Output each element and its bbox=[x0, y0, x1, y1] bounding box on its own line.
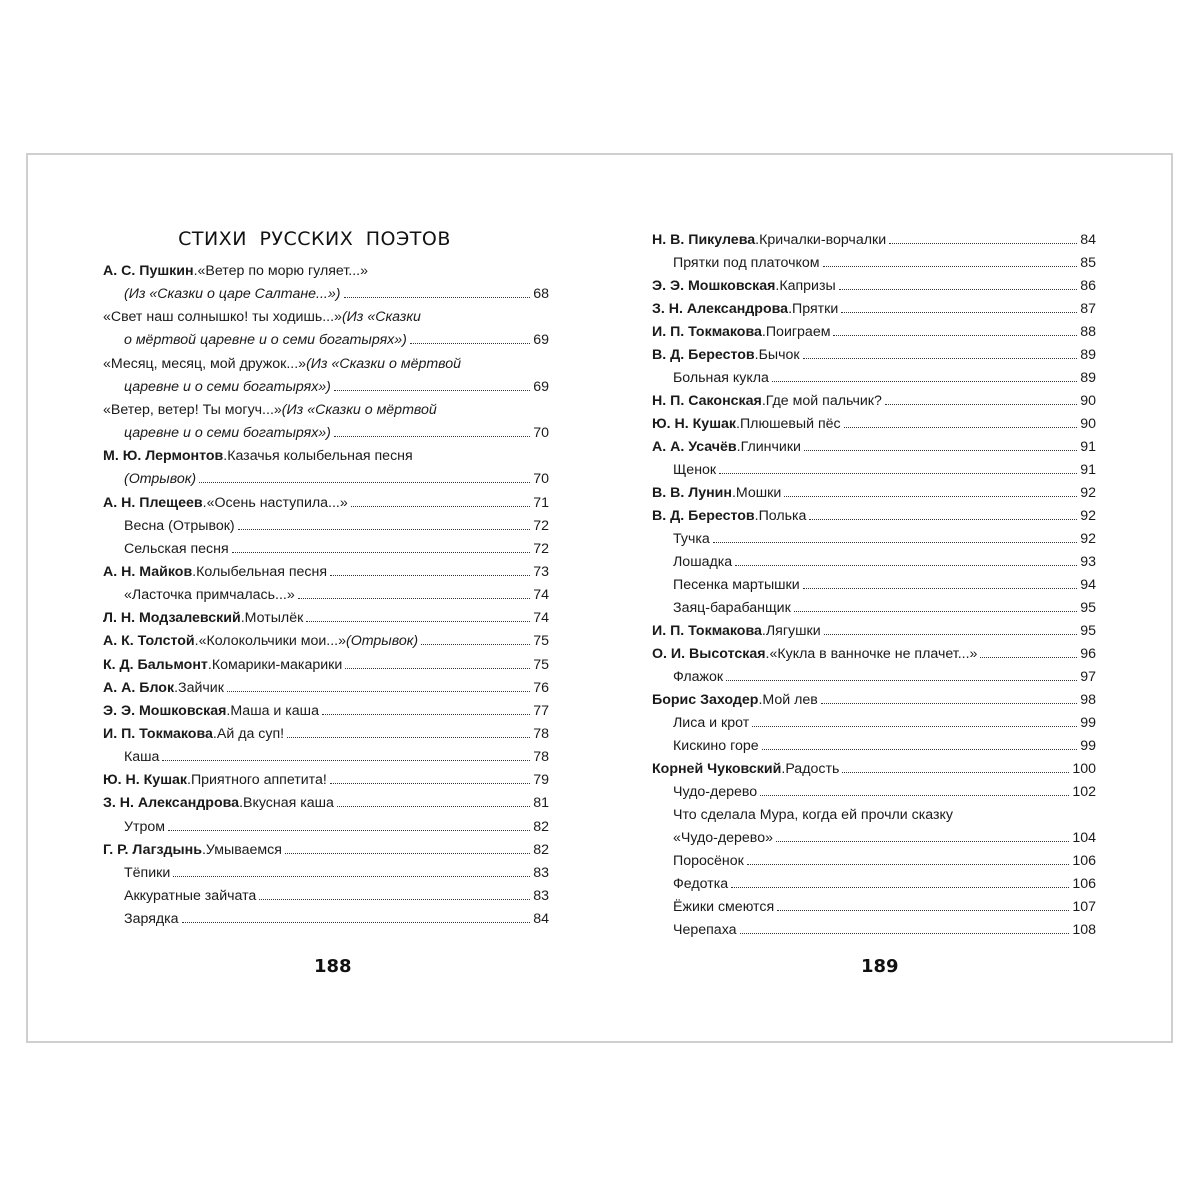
toc-entry bbox=[103, 654, 549, 677]
toc-page-number: 84 bbox=[1080, 232, 1096, 248]
toc-author: В. Д. Берестов bbox=[652, 347, 755, 363]
toc-sep: . bbox=[736, 439, 741, 455]
dot-leader bbox=[330, 783, 530, 784]
dot-leader bbox=[841, 312, 1077, 313]
dot-leader bbox=[889, 243, 1077, 244]
dot-leader bbox=[719, 473, 1077, 474]
dot-leader bbox=[804, 450, 1077, 451]
toc-page-number: 89 bbox=[1080, 370, 1096, 386]
toc-entry bbox=[103, 561, 549, 584]
page-number-left: 188 bbox=[314, 956, 352, 977]
toc-italic: царевне и о семи богатырях») bbox=[124, 378, 331, 395]
toc-entry bbox=[673, 804, 1096, 827]
dot-leader bbox=[287, 737, 530, 738]
toc-sep: . bbox=[226, 702, 231, 719]
dot-leader bbox=[168, 830, 530, 831]
toc-entry bbox=[673, 459, 1096, 482]
toc-page-number: 74 bbox=[533, 610, 549, 627]
dot-leader bbox=[809, 519, 1077, 520]
toc-sep: . bbox=[761, 393, 766, 409]
toc-entry bbox=[652, 436, 1096, 459]
toc-title: Ёжики смеются bbox=[673, 899, 775, 915]
toc-title: «Ласточка примчалась...» bbox=[124, 587, 295, 604]
toc-sep: . bbox=[754, 508, 759, 524]
toc-entry bbox=[673, 873, 1096, 896]
toc-entry bbox=[673, 574, 1096, 597]
dot-leader bbox=[844, 427, 1078, 428]
page-number-right: 189 bbox=[861, 956, 899, 977]
toc-entry bbox=[673, 367, 1096, 390]
toc-italic: (Из «Сказки bbox=[341, 309, 421, 326]
toc-entry bbox=[103, 792, 549, 815]
dot-leader bbox=[232, 552, 531, 553]
dot-leader bbox=[842, 772, 1069, 773]
dot-leader bbox=[784, 496, 1077, 497]
toc-author: Ю. Н. Кушак bbox=[103, 772, 188, 789]
toc-entry bbox=[652, 344, 1096, 367]
section-heading: СТИХИ РУССКИХ ПОЭТОВ bbox=[178, 228, 451, 250]
toc-sep: . bbox=[207, 656, 212, 673]
toc-sep: . bbox=[761, 623, 766, 639]
toc-title: Лошадка bbox=[673, 554, 733, 570]
toc-sep: . bbox=[192, 563, 197, 580]
toc-author: М. Ю. Лермонтов bbox=[103, 448, 224, 465]
toc-sep: . bbox=[239, 795, 244, 812]
book-spread bbox=[26, 153, 1173, 1043]
toc-entry bbox=[103, 399, 549, 422]
toc-entry bbox=[124, 283, 549, 306]
toc-title: Федотка bbox=[673, 876, 729, 892]
toc-entry bbox=[652, 505, 1096, 528]
toc-page-number: 91 bbox=[1080, 462, 1096, 478]
dot-leader bbox=[735, 565, 1077, 566]
toc-page-number: 107 bbox=[1072, 899, 1096, 915]
toc-sep: . bbox=[755, 232, 760, 248]
toc-title: Комарики-макарики bbox=[211, 656, 343, 673]
toc-entry bbox=[103, 723, 549, 746]
toc-italic: царевне и о семи богатырях») bbox=[124, 425, 331, 442]
toc-sep: . bbox=[761, 324, 766, 340]
toc-entry bbox=[673, 850, 1096, 873]
toc-title: Аккуратные зайчата bbox=[124, 888, 257, 905]
dot-leader bbox=[182, 922, 531, 923]
toc-sep: . bbox=[731, 485, 736, 501]
dot-leader bbox=[162, 760, 530, 761]
toc-entry bbox=[652, 413, 1096, 436]
toc-entry bbox=[103, 839, 549, 862]
toc-page-number: 92 bbox=[1080, 485, 1096, 501]
dot-leader bbox=[334, 436, 530, 437]
toc-page-number: 75 bbox=[533, 633, 549, 650]
toc-page-number: 87 bbox=[1080, 301, 1096, 317]
left-page bbox=[28, 155, 601, 1041]
toc-author: В. Д. Берестов bbox=[652, 508, 755, 524]
toc-author: З. Н. Александрова bbox=[103, 795, 240, 812]
toc-title: Каша bbox=[124, 749, 160, 766]
toc-page-number: 83 bbox=[533, 864, 549, 881]
toc-page-number: 69 bbox=[533, 378, 549, 395]
toc-author: А. Н. Плещеев bbox=[103, 494, 203, 511]
toc-title: Плюшевый пёс bbox=[739, 416, 841, 432]
toc-title: Лягушки bbox=[765, 623, 821, 639]
toc-author: Э. Э. Мошковская bbox=[103, 702, 227, 719]
toc-title: Чудо-дерево bbox=[673, 784, 758, 800]
toc-page-number: 70 bbox=[533, 425, 549, 442]
toc-page-number: 94 bbox=[1080, 577, 1096, 593]
toc-title: Ай да суп! bbox=[216, 726, 285, 742]
toc-entry bbox=[673, 781, 1096, 804]
toc-title: Кискино горе bbox=[673, 738, 759, 754]
toc-entry bbox=[124, 885, 549, 908]
dot-leader bbox=[344, 297, 531, 298]
toc-sep: . bbox=[187, 772, 191, 789]
toc-sep: . bbox=[194, 633, 199, 650]
toc-title: Песенка мартышки bbox=[673, 577, 800, 593]
toc-entry bbox=[673, 919, 1096, 942]
dot-leader bbox=[839, 289, 1078, 290]
toc-page-number: 77 bbox=[533, 702, 549, 719]
toc-author: К. Д. Бальмонт bbox=[103, 656, 208, 673]
toc-page-number: 68 bbox=[533, 286, 549, 303]
toc-page-number: 70 bbox=[533, 471, 549, 488]
toc-sep: . bbox=[754, 347, 759, 363]
toc-sep: . bbox=[201, 841, 206, 858]
toc-author: И. П. Токмакова bbox=[103, 726, 213, 742]
toc-title: Флажок bbox=[673, 669, 724, 685]
toc-entry bbox=[673, 712, 1096, 735]
toc-page-number: 89 bbox=[1080, 347, 1096, 363]
toc-entry bbox=[124, 908, 549, 931]
toc-author: Э. Э. Мошковская bbox=[652, 278, 776, 294]
toc-title: Маша и каша bbox=[230, 702, 319, 719]
toc-entry bbox=[124, 515, 549, 538]
toc-sep: . bbox=[758, 692, 763, 708]
toc-entry bbox=[652, 229, 1096, 252]
toc-page-number: 108 bbox=[1072, 922, 1096, 938]
toc-entry bbox=[652, 758, 1096, 781]
dot-leader bbox=[824, 634, 1078, 635]
toc-page-number: 99 bbox=[1080, 715, 1096, 731]
toc-entry bbox=[103, 607, 549, 630]
toc-sep: . bbox=[193, 263, 198, 279]
toc-title: Мой лев bbox=[762, 692, 818, 708]
toc-entry bbox=[673, 666, 1096, 689]
toc-title: Тучка bbox=[673, 531, 710, 547]
toc-title: Поросёнок bbox=[673, 853, 744, 869]
dot-leader bbox=[421, 644, 530, 645]
toc-entry bbox=[652, 275, 1096, 298]
toc-title: Заяц-барабанщик bbox=[673, 600, 791, 616]
toc-title: Вкусная каша bbox=[243, 795, 334, 812]
dot-leader bbox=[833, 335, 1077, 336]
toc-author: Борис Заходер bbox=[652, 692, 759, 708]
toc-page-number: 72 bbox=[533, 517, 549, 534]
toc-title: Бычок bbox=[758, 347, 800, 363]
toc-title: Умываемся bbox=[205, 841, 282, 858]
dot-leader bbox=[731, 887, 1069, 888]
toc-author: Н. П. Саконская bbox=[652, 393, 762, 409]
toc-entry bbox=[103, 700, 549, 723]
toc-entry bbox=[103, 677, 549, 700]
toc-title: Что сделала Мура, когда ей прочли сказку bbox=[673, 807, 953, 823]
dot-leader bbox=[821, 703, 1077, 704]
toc-page-number: 81 bbox=[533, 795, 549, 812]
toc-sep: . bbox=[174, 679, 179, 696]
toc-title: Казачья колыбельная песня bbox=[227, 448, 413, 465]
toc-title: Поиграем bbox=[765, 324, 831, 340]
dot-leader bbox=[713, 542, 1077, 543]
toc-entry bbox=[124, 816, 549, 839]
toc-sep: . bbox=[781, 761, 786, 777]
toc-page-number: 83 bbox=[533, 888, 549, 905]
toc-entry bbox=[673, 735, 1096, 758]
toc-page-number: 71 bbox=[533, 494, 549, 511]
dot-leader bbox=[803, 588, 1078, 589]
dot-leader bbox=[173, 876, 530, 877]
toc-entry bbox=[103, 445, 549, 468]
toc-page-number: 106 bbox=[1072, 853, 1096, 869]
toc-title: Тёпики bbox=[124, 864, 171, 881]
toc-title: Лиса и крот bbox=[673, 715, 750, 731]
dot-leader bbox=[740, 933, 1070, 934]
dot-leader bbox=[337, 806, 530, 807]
toc-entry bbox=[673, 551, 1096, 574]
toc-title: Зайчик bbox=[178, 679, 224, 696]
toc-title: Сельская песня bbox=[124, 540, 229, 557]
toc-title: Где мой пальчик? bbox=[765, 393, 882, 409]
toc-title: «Колокольчики мои...» bbox=[198, 633, 346, 650]
toc-entry bbox=[124, 862, 549, 885]
toc-title: Больная кукла bbox=[673, 370, 769, 386]
dot-leader bbox=[334, 390, 530, 391]
dot-leader bbox=[762, 749, 1078, 750]
toc-page-number: 82 bbox=[533, 841, 549, 858]
toc-entry bbox=[652, 390, 1096, 413]
toc-title: «Свет наш солнышко! ты ходишь...» bbox=[103, 309, 342, 326]
toc-sep: . bbox=[765, 646, 770, 662]
toc-entry bbox=[673, 827, 1096, 850]
dot-leader bbox=[330, 575, 530, 576]
toc-author: Ю. Н. Кушак bbox=[652, 416, 737, 432]
toc-page-number: 86 bbox=[1080, 278, 1096, 294]
toc-entry bbox=[103, 769, 549, 792]
dot-leader bbox=[760, 795, 1069, 796]
toc-entry bbox=[673, 528, 1096, 551]
toc-title: Черепаха bbox=[673, 922, 737, 938]
toc-entry bbox=[103, 630, 549, 653]
toc-title: «Ветер по морю гуляет...» bbox=[197, 263, 368, 279]
dot-leader bbox=[285, 853, 530, 854]
toc-entry bbox=[124, 376, 549, 399]
toc-page-number: 84 bbox=[533, 911, 549, 928]
toc-author: Г. Р. Лагздынь bbox=[103, 841, 202, 858]
toc-sep: . bbox=[736, 416, 740, 432]
toc-author: А. А. Усачёв bbox=[652, 439, 737, 455]
toc-entry bbox=[103, 260, 549, 283]
dot-leader bbox=[238, 529, 531, 530]
dot-leader bbox=[322, 714, 530, 715]
toc-title: Зарядка bbox=[124, 911, 179, 928]
dot-leader bbox=[777, 910, 1069, 911]
toc-author: А. А. Блок bbox=[103, 679, 175, 696]
toc-page-number: 92 bbox=[1080, 508, 1096, 524]
dot-leader bbox=[351, 506, 530, 507]
toc-author: А. Н. Майков bbox=[103, 563, 193, 580]
toc-title: Глинчики bbox=[740, 439, 801, 455]
toc-entry bbox=[124, 538, 549, 561]
toc-entry bbox=[652, 482, 1096, 505]
toc-page-number: 91 bbox=[1080, 439, 1096, 455]
toc-page-number: 76 bbox=[533, 679, 549, 696]
toc-title: Щенок bbox=[673, 462, 717, 478]
toc-page-number: 99 bbox=[1080, 738, 1096, 754]
dot-leader bbox=[747, 864, 1070, 865]
toc-entry bbox=[124, 422, 549, 445]
toc-page-number: 82 bbox=[533, 818, 549, 835]
toc-sep: . bbox=[223, 448, 228, 465]
toc-entry bbox=[124, 584, 549, 607]
toc-page-number: 100 bbox=[1072, 761, 1096, 777]
toc-page-number: 78 bbox=[533, 726, 549, 742]
toc-page-number: 78 bbox=[533, 749, 549, 766]
toc-italic: (Из «Сказки о мёртвой bbox=[306, 355, 462, 372]
toc-italic: о мёртвой царевне и о семи богатырях») bbox=[124, 332, 407, 349]
toc-entry bbox=[124, 746, 549, 769]
toc-italic: (Отрывок) bbox=[345, 633, 419, 650]
toc-title: Приятного аппетита! bbox=[190, 772, 327, 789]
toc-page-number: 90 bbox=[1080, 393, 1096, 409]
toc-sep: . bbox=[240, 610, 245, 627]
toc-title: «Осень наступила...» bbox=[206, 494, 348, 511]
toc-author: Л. Н. Модзалевский bbox=[103, 610, 241, 627]
toc-title: Мотылёк bbox=[244, 610, 304, 627]
toc-author: А. К. Толстой bbox=[103, 633, 195, 650]
toc-author: И. П. Токмакова bbox=[652, 623, 762, 639]
toc-entry bbox=[652, 620, 1096, 643]
dot-leader bbox=[885, 404, 1077, 405]
dot-leader bbox=[345, 668, 530, 669]
dot-leader bbox=[752, 726, 1077, 727]
toc-author: Н. В. Пикулева bbox=[652, 232, 756, 248]
toc-entry bbox=[652, 643, 1096, 666]
toc-page-number: 95 bbox=[1080, 600, 1096, 616]
toc-entry bbox=[103, 353, 549, 376]
toc-title: Радость bbox=[785, 761, 840, 777]
toc-sep: . bbox=[212, 726, 217, 742]
toc-entry bbox=[652, 298, 1096, 321]
toc-entry bbox=[673, 252, 1096, 275]
toc-page-number: 79 bbox=[533, 772, 549, 789]
toc-entry bbox=[673, 597, 1096, 620]
toc-page-number: 98 bbox=[1080, 692, 1096, 708]
toc-page-number: 88 bbox=[1080, 324, 1096, 340]
dot-leader bbox=[803, 358, 1078, 359]
dot-leader bbox=[980, 657, 1077, 658]
toc-sep: . bbox=[775, 278, 780, 294]
toc-italic: (Из «Сказки о мёртвой bbox=[281, 401, 437, 418]
dot-leader bbox=[227, 691, 530, 692]
toc-italic: (Из «Сказки о царе Салтане...») bbox=[124, 286, 341, 303]
dot-leader bbox=[306, 621, 530, 622]
dot-leader bbox=[776, 841, 1069, 842]
toc-entry bbox=[124, 468, 549, 491]
toc-author: Корней Чуковский bbox=[652, 761, 782, 777]
dot-leader bbox=[410, 343, 530, 344]
toc-entry bbox=[652, 321, 1096, 344]
toc-title: Мошки bbox=[735, 485, 782, 501]
toc-page-number: 95 bbox=[1080, 623, 1096, 639]
toc-title: Прятки под платочком bbox=[673, 255, 820, 271]
toc-entry bbox=[103, 492, 549, 515]
right-page bbox=[601, 155, 1174, 1041]
toc-page-number: 90 bbox=[1080, 416, 1096, 432]
toc-title: Полька bbox=[758, 508, 807, 524]
toc-entry bbox=[673, 896, 1096, 919]
toc-page-number: 97 bbox=[1080, 669, 1096, 685]
toc-title: «Чудо-дерево» bbox=[673, 830, 773, 846]
toc-author: В. В. Лунин bbox=[652, 485, 732, 501]
toc-page-number: 102 bbox=[1072, 784, 1096, 800]
toc-author: А. С. Пушкин bbox=[103, 263, 194, 279]
toc-page-number: 72 bbox=[533, 540, 549, 557]
toc-title: Кричалки-ворчалки bbox=[759, 232, 887, 248]
toc-title: Капризы bbox=[779, 278, 836, 294]
dot-leader bbox=[772, 381, 1077, 382]
toc-page-number: 74 bbox=[533, 587, 549, 604]
toc-entry bbox=[124, 329, 549, 352]
toc-title: «Ветер, ветер! Ты могуч...» bbox=[103, 401, 282, 418]
toc-page-number: 69 bbox=[533, 332, 549, 349]
toc-title: «Кукла в ванночке не плачет...» bbox=[769, 646, 978, 662]
toc-entry bbox=[103, 306, 549, 329]
dot-leader bbox=[259, 899, 530, 900]
toc-author: О. И. Высотская bbox=[652, 646, 766, 662]
toc-title: Прятки bbox=[792, 301, 839, 317]
dot-leader bbox=[823, 266, 1078, 267]
dot-leader bbox=[794, 611, 1077, 612]
toc-italic: (Отрывок) bbox=[124, 471, 197, 488]
toc-title: Колыбельная песня bbox=[196, 563, 328, 580]
toc-title: Утром bbox=[124, 818, 166, 835]
toc-page-number: 92 bbox=[1080, 531, 1096, 547]
toc-page-number: 75 bbox=[533, 656, 549, 673]
toc-page-number: 93 bbox=[1080, 554, 1096, 570]
toc-title: «Месяц, месяц, мой дружок...» bbox=[103, 355, 307, 372]
toc-sep: . bbox=[788, 301, 793, 317]
toc-entry bbox=[652, 689, 1096, 712]
toc-page-number: 73 bbox=[533, 563, 549, 580]
dot-leader bbox=[726, 680, 1077, 681]
toc-page-number: 85 bbox=[1080, 255, 1096, 271]
toc-page-number: 106 bbox=[1072, 876, 1096, 892]
toc-page-number: 96 bbox=[1080, 646, 1096, 662]
toc-title: Весна (Отрывок) bbox=[124, 517, 235, 534]
toc-author: И. П. Токмакова bbox=[652, 324, 762, 340]
toc-page-number: 104 bbox=[1072, 830, 1096, 846]
dot-leader bbox=[298, 598, 530, 599]
dot-leader bbox=[199, 482, 530, 483]
toc-author: З. Н. Александрова bbox=[652, 301, 789, 317]
toc-sep: . bbox=[202, 494, 207, 511]
